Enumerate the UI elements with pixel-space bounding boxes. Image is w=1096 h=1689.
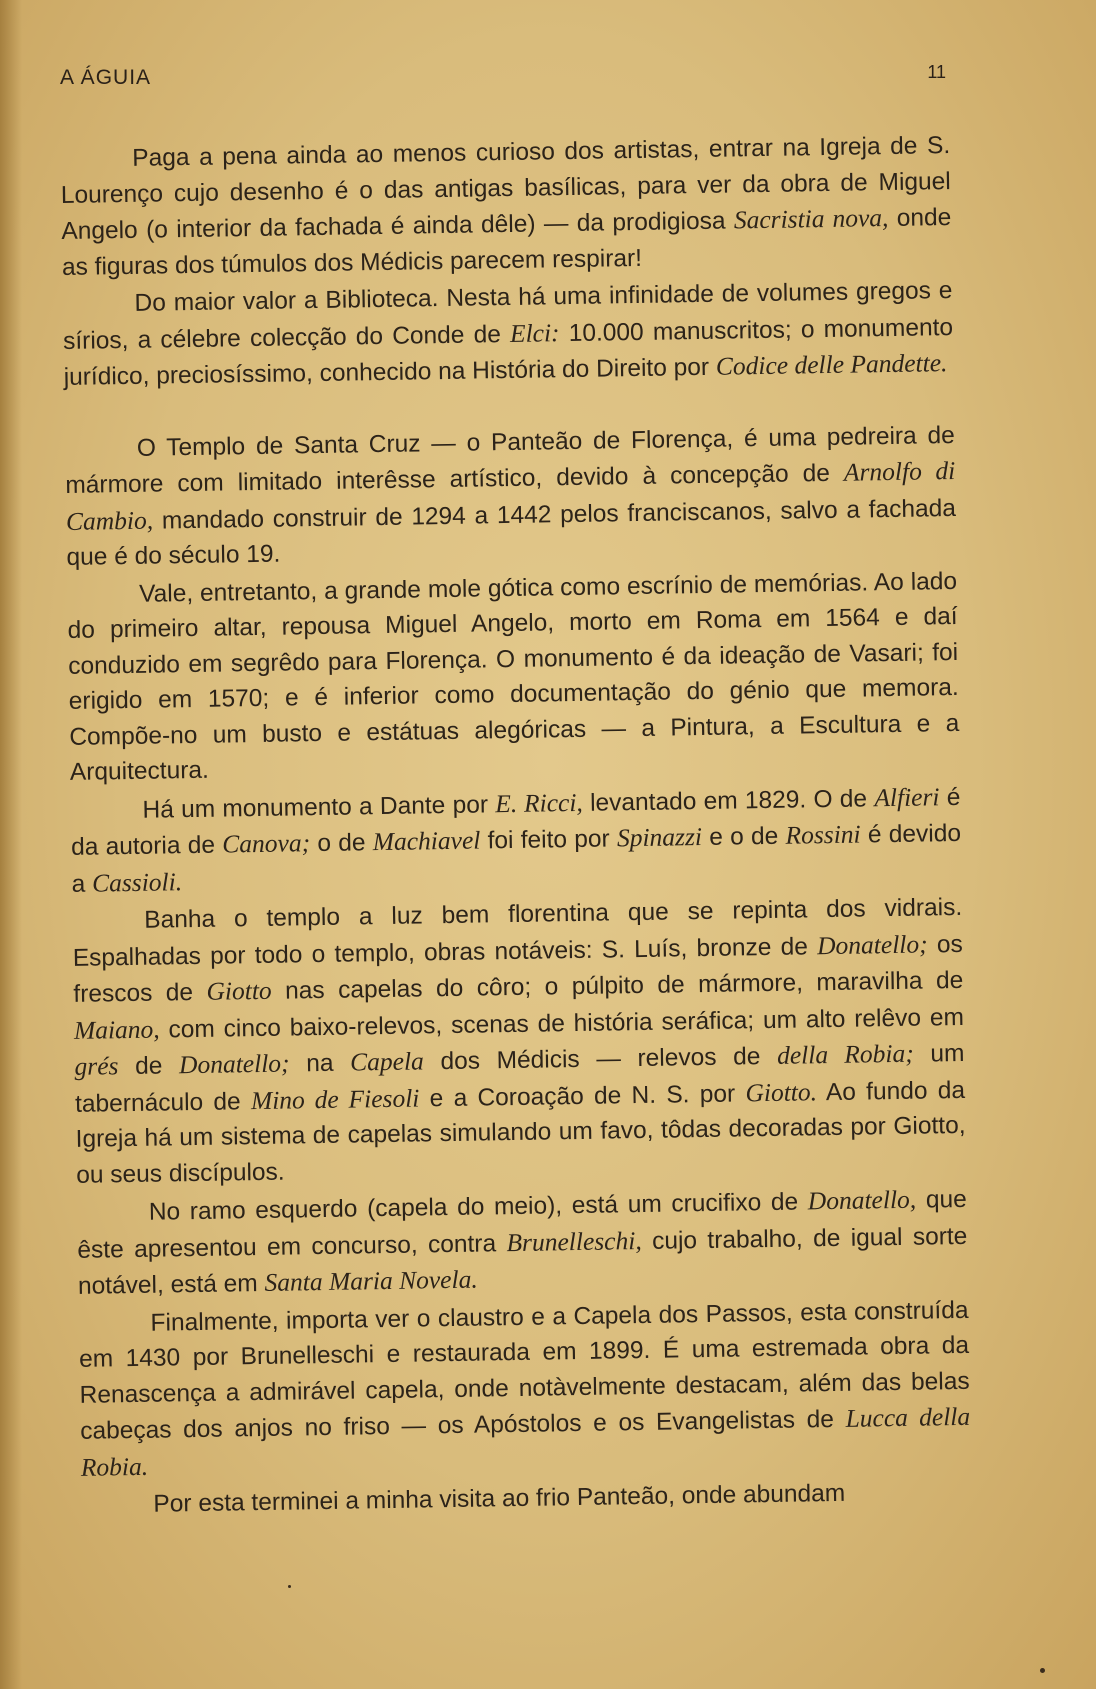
text-run: foi feito por <box>480 825 618 855</box>
text-run: os frescos de <box>73 930 963 1008</box>
paragraph <box>78 1292 971 1485</box>
italic-text: Canova; <box>222 828 311 859</box>
italic-text: Sacristia nova, <box>733 202 889 235</box>
italic-text: Donatello; <box>816 928 928 960</box>
text-run: é da autoria de <box>70 783 961 861</box>
italic-text: E. Ricci, <box>495 787 584 818</box>
text-run: Há um monumento a Dante por <box>142 790 496 824</box>
text-run: Por esta terminei a minha visita ao frio Panteão, onde abundam <box>153 1479 846 1518</box>
paragraph <box>60 128 952 285</box>
page-header <box>60 62 946 92</box>
text-run: mandado construir de 1294 a 1442 pelos franciscanos, salvo a fachada que é do século 19. <box>66 494 957 571</box>
italic-text: Brunelleschi, <box>506 1225 642 1257</box>
italic-text: Machiavel <box>372 825 481 857</box>
italic-text: Alfieri <box>874 781 940 812</box>
paragraph <box>67 563 960 790</box>
text-run: Finalmente, importa ver o claustro e a Capela dos Passos, esta construída em 1430 por Brunelleschi e restaurada em 1899. É uma estremada obra da Renascença a admirável capela, onde notàvelmente destacam, além das belas cabeças dos anjos no friso — os Apóstolos e os Evangelistas de <box>78 1296 970 1445</box>
paragraph <box>72 890 966 1193</box>
italic-text: grés <box>74 1051 119 1081</box>
paragraph <box>62 273 954 395</box>
italic-text: Elci: <box>509 317 560 348</box>
text-run: um tabernáculo de <box>74 1039 965 1118</box>
italic-text: Giotto <box>206 975 272 1006</box>
text-run: O Templo de Santa Cruz — o Panteão de Florença, é uma pedreira de mármore com limitado interêsse artístico, devido à concepção de <box>65 421 955 499</box>
italic-text: Codice delle Pandette. <box>715 348 948 381</box>
text-run: Banha o templo a luz bem florentina que se repinta dos vidrais. Espalhadas por todo o templo, obras notáveis: S. Luís, bronze de <box>72 893 963 972</box>
text-run: nas capelas do côro; o púlpito de mármore, maravilha de <box>271 966 964 1005</box>
text-run: com cinco baixo-relevos, scenas de história seráfica; um alto relêvo em <box>159 1003 965 1044</box>
text-run: No ramo esquerdo (capela do meio), está um crucifixo de <box>148 1188 809 1226</box>
italic-text: Donatello; <box>178 1048 290 1080</box>
text-run: Paga a pena ainda ao menos curioso dos artistas, entrar na Igreja de S. Lourenço cujo desenho é o das antigas basílicas, para ver da obra de Miguel Angelo (o interior da fachada é ainda dêle) — da prodigiosa <box>60 132 951 245</box>
italic-text: Santa Maria Novela. <box>264 1264 478 1297</box>
italic-text: Spinazzi <box>616 822 703 853</box>
italic-text: Arnolfo di Cambio, <box>65 455 956 536</box>
page-number: 11 <box>927 62 946 82</box>
text-run: e o de <box>701 822 786 851</box>
running-title: A ÁGUIA <box>60 66 152 89</box>
text-run: cujo trabalho, de igual sorte notável, está em <box>77 1222 968 1300</box>
italic-text: Cassioli. <box>91 866 183 898</box>
ink-speck <box>1040 1668 1045 1673</box>
text-run: de <box>118 1052 180 1081</box>
italic-text: della Robia; <box>776 1038 914 1070</box>
paragraph <box>70 778 962 901</box>
text-run: Do maior valor a Biblioteca. Nesta há uma infinidade de volumes gregos e sírios, a célebre colecção do Conde de <box>62 277 953 355</box>
italic-text: Giotto. <box>745 1076 818 1107</box>
paragraph <box>65 417 957 575</box>
text-run: Vale, entretanto, a grande mole gótica como escrínio de memórias. Ao lado do primeiro altar, repousa Miguel Angelo, morto em Roma em 1564 e daí conduzido em segrêdo para Florença. O monumento é da ideação de Vasari; foi erigido em 1570; e é inferior como documentação do génio que memora. Compõe-no um busto e estátuas alegóricas — a Pintura, a Escultura e a Arquitectura. <box>67 567 960 786</box>
text-run: que êste apresentou em concurso, contra <box>77 1185 967 1264</box>
italic-text: Donatello, <box>807 1184 917 1216</box>
italic-text: Rossini <box>785 819 861 850</box>
italic-text: Lucca della Robia. <box>80 1401 971 1482</box>
paragraph <box>77 1181 969 1304</box>
text-run: o de <box>309 829 373 858</box>
italic-text: Maiano, <box>73 1014 160 1045</box>
text-run: onde as figuras dos túmulos dos Médicis parecem respirar! <box>61 204 952 281</box>
text-run: Ao fundo da Igreja há um sistema de capelas simulando um favo, tôdas decoradas por Giotto, ou seus discípulos. <box>75 1076 966 1189</box>
italic-text: Capela <box>349 1046 425 1077</box>
text-run: na <box>289 1049 351 1078</box>
text-run: é devido a <box>71 819 962 898</box>
text-run: e a Coroação de N. S. por <box>419 1079 746 1112</box>
text-run: dos Médicis — relevos de <box>423 1042 778 1076</box>
text-run: 10.000 manuscritos; o monumento jurídico, preciosíssimo, conhecido na História do Direito por <box>63 313 954 391</box>
text-run: levantado em 1829. O de <box>582 784 875 817</box>
ink-speck <box>288 1585 291 1588</box>
body-text <box>60 128 972 1523</box>
italic-text: Mino de Fiesoli <box>250 1082 420 1115</box>
